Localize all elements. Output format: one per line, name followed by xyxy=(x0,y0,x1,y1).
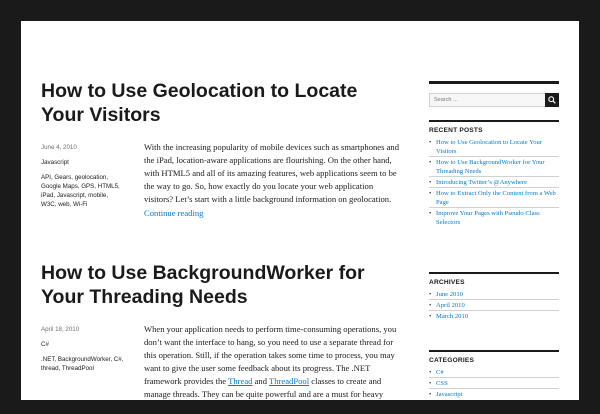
excerpt-text: With the increasing popularity of mobile devices such as smartphones and the iPad, location-aware applications are flourishing. On the other hand, with HTML5 and all of its amazing features, web applications seem to be the way to go. So, how exactly do you locate your web application visitors? Let’s start with a little background information on geolocation. xyxy=(144,142,400,204)
post-title[interactable]: How to Use BackgroundWorker for Your Threading Needs xyxy=(41,262,365,308)
page xyxy=(21,21,579,412)
recent-post-link[interactable]: • How to Use BackgroundWorker for Your Threading Needs xyxy=(429,156,559,176)
post-date[interactable]: June 4, 2010 xyxy=(41,144,77,151)
widget-title: RECENT POSTS xyxy=(429,127,483,134)
post-category[interactable]: Javascript xyxy=(41,159,69,166)
post-date[interactable]: April 18, 2010 xyxy=(41,326,80,333)
post-meta xyxy=(41,325,125,379)
widget-divider xyxy=(429,272,559,274)
category-link[interactable]: • Javascript xyxy=(429,388,559,399)
recent-post-link[interactable]: • How to Extract Only the Content from a Web Page xyxy=(429,187,559,207)
search-form xyxy=(429,93,559,107)
excerpt-part: When your application needs to perform time-consuming operations, you don’t want the interface to hang, so you need to use a separate thread for this operation. Still, if the operation takes some time to process, you may want to give the user some feedback about its progress. The .NET framework provides the xyxy=(144,324,397,386)
search-icon xyxy=(548,96,556,104)
post xyxy=(41,79,401,218)
category-link[interactable]: • C# xyxy=(429,367,559,377)
excerpt-part: classes to create and manage threads. They can be quite powerful and are a must for heavy threading operations. However, if you are trying to update the xyxy=(144,376,384,412)
categories-list xyxy=(429,367,559,399)
archives-widget xyxy=(429,272,559,321)
excerpt-part: and xyxy=(252,376,269,386)
recent-post-link[interactable]: • How to Use Geolocation to Locate Your Visitors xyxy=(429,137,559,156)
sidebar-divider xyxy=(429,81,559,84)
search-button[interactable] xyxy=(545,93,559,107)
widget-title: ARCHIVES xyxy=(429,279,465,286)
post-excerpt xyxy=(144,323,402,414)
widget-title: CATEGORIES xyxy=(429,357,475,364)
widget-divider xyxy=(429,350,559,352)
categories-widget xyxy=(429,350,559,399)
threadpool-link[interactable]: ThreadPool xyxy=(269,376,310,386)
widget-divider xyxy=(429,120,559,122)
archive-link[interactable]: • March 2010 xyxy=(429,310,559,321)
post-category[interactable]: C# xyxy=(41,341,49,348)
post xyxy=(41,261,401,412)
post-meta xyxy=(41,143,125,215)
category-link[interactable]: • CSS xyxy=(429,377,559,388)
post-tags[interactable]: API, Gears, geolocation, Google Maps, GPS, HTML5, iPad, Javascript, mobile, W3C, web, Wi-Fi xyxy=(41,174,120,208)
continue-reading-link[interactable]: Continue reading xyxy=(144,208,204,218)
post-excerpt xyxy=(144,141,402,220)
recent-posts-list xyxy=(429,137,559,227)
search-input[interactable] xyxy=(429,93,548,107)
thread-link[interactable]: Thread xyxy=(228,376,253,386)
recent-posts-widget xyxy=(429,120,559,227)
post-tags[interactable]: .NET, BackgroundWorker, C#, thread, ThreadPool xyxy=(41,356,124,372)
archive-link[interactable]: • June 2010 xyxy=(429,289,559,299)
recent-post-link[interactable]: • Introducing Twitter’s @Anywhere xyxy=(429,176,559,187)
post-title[interactable]: How to Use Geolocation to Locate Your Visitors xyxy=(41,80,358,126)
excerpt-text xyxy=(144,323,402,414)
archives-list xyxy=(429,289,559,321)
recent-post-link[interactable]: • Improve Your Pages with Pseudo Class Selectors xyxy=(429,207,559,227)
archive-link[interactable]: • April 2010 xyxy=(429,299,559,310)
